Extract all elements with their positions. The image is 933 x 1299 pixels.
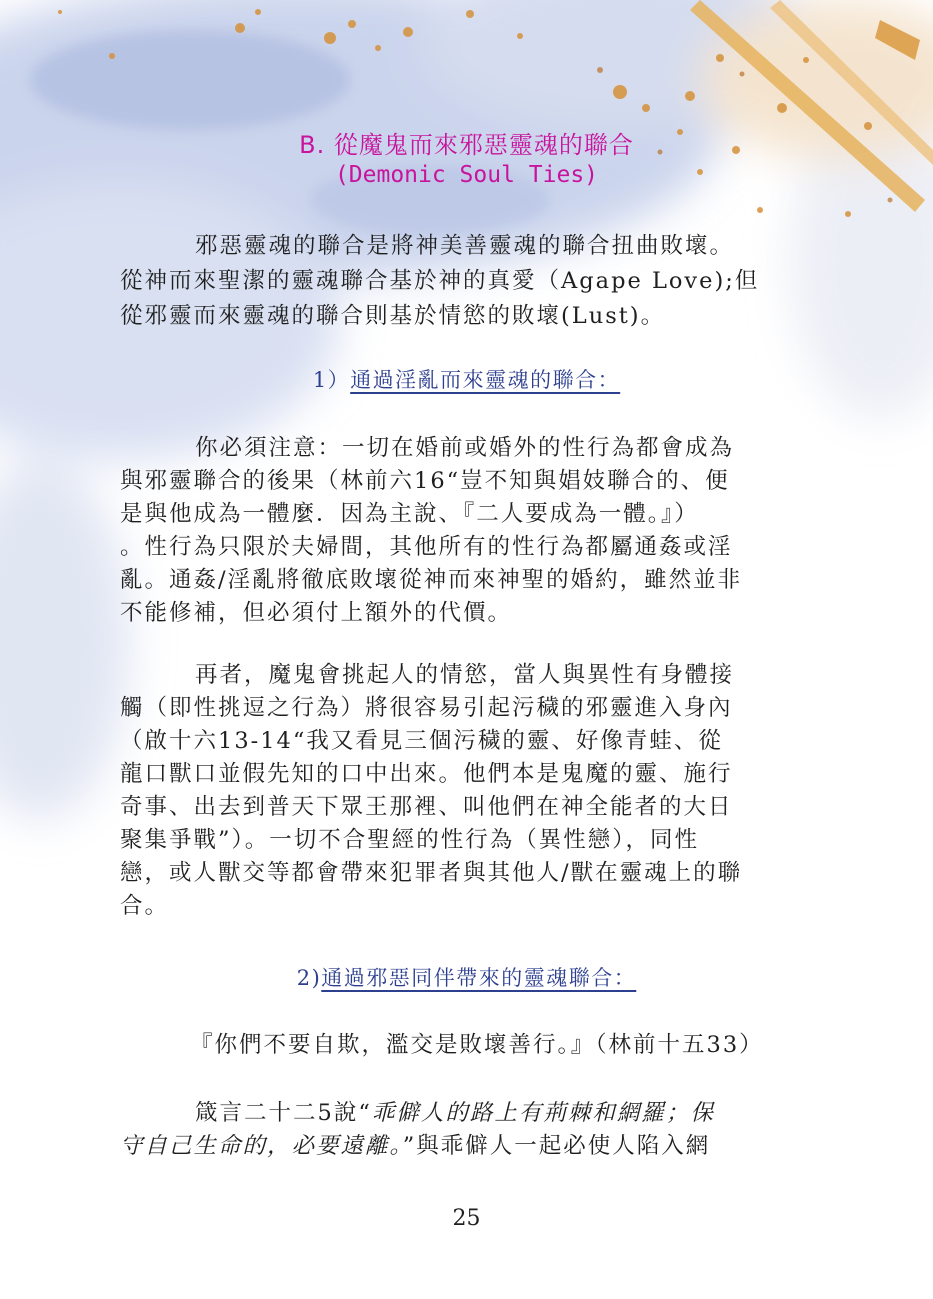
- section-title: B. 從魔鬼而來邪惡靈魂的聯合: [299, 131, 634, 159]
- paragraph-line: 戀，或人獸交等都會帶來犯罪者與其他人/獸在靈魂上的聯: [120, 860, 743, 886]
- intro-line: 邪惡靈魂的聯合是將神美善靈魂的聯合扭曲敗壞。: [195, 233, 735, 259]
- plain-text: 箴言二十二5說“: [195, 1100, 372, 1126]
- plain-text: ”與乖僻人一起必使人陷入網: [402, 1133, 711, 1159]
- page-number: 25: [452, 1206, 481, 1231]
- paragraph-line: [195, 1095, 715, 1127]
- italic-text: 乖僻人的路上有荊棘和網羅；保: [371, 1100, 715, 1126]
- paragraph-line: 。性行為只限於夫婦間，其他所有的性行為都屬通姦或淫: [120, 534, 733, 560]
- paragraph-line: （啟十六13-14“我又看見三個污穢的靈、好像青蛙、從: [120, 728, 723, 754]
- paragraph-line: 觸（即性挑逗之行為）將很容易引起污穢的邪靈進入身內: [120, 695, 733, 721]
- paragraph-line: 聚集爭戰”）。一切不合聖經的性行為（異性戀），同性: [120, 827, 700, 853]
- scripture-quote: 『你們不要自欺，濫交是敗壞善行。』（林前十五33）: [190, 1032, 764, 1058]
- italic-text: 守自己生命的，必要遠離。: [120, 1133, 403, 1159]
- intro-line: 從神而來聖潔的靈魂聯合基於神的真愛（Agape Love);但: [120, 268, 760, 294]
- paragraph-line: 不能修補，但必須付上額外的代價。: [120, 600, 513, 626]
- paragraph-line: 龍口獸口並假先知的口中出來。他們本是鬼魔的靈、施行: [120, 761, 733, 787]
- subheading-number: 1）: [312, 368, 351, 392]
- subheading-text: 通過淫亂而來靈魂的聯合：: [350, 368, 621, 392]
- paragraph-line: 是與他成為一體麼．因為主說、『二人要成為一體。』）: [120, 501, 699, 527]
- subheading-number: 2): [296, 966, 322, 990]
- paragraph-line: 再者，魔鬼會挑起人的情慾，當人與異性有身體接: [195, 662, 735, 688]
- subheading-1: [0, 364, 933, 394]
- paragraph-line: 亂。通姦/淫亂將徹底敗壞從神而來神聖的婚約，雖然並非: [120, 567, 743, 593]
- subheading-text: 通過邪惡同伴帶來的靈魂聯合：: [321, 966, 637, 990]
- paragraph-line: 奇事、出去到普天下眾王那裡、叫他們在神全能者的大日: [120, 794, 733, 820]
- paragraph-line: 你必須注意：一切在婚前或婚外的性行為都會成為: [195, 435, 735, 461]
- paragraph-line: 與邪靈聯合的後果（林前六16“豈不知與娼妓聯合的、便: [120, 468, 730, 494]
- section-subtitle: (Demonic Soul Ties): [334, 162, 599, 188]
- subheading-2: [0, 962, 933, 992]
- paragraph-line: [120, 1128, 710, 1160]
- intro-line: 從邪靈而來靈魂的聯合則基於情慾的敗壞(Lust)。: [120, 303, 666, 329]
- paragraph-line: 合。: [120, 893, 170, 919]
